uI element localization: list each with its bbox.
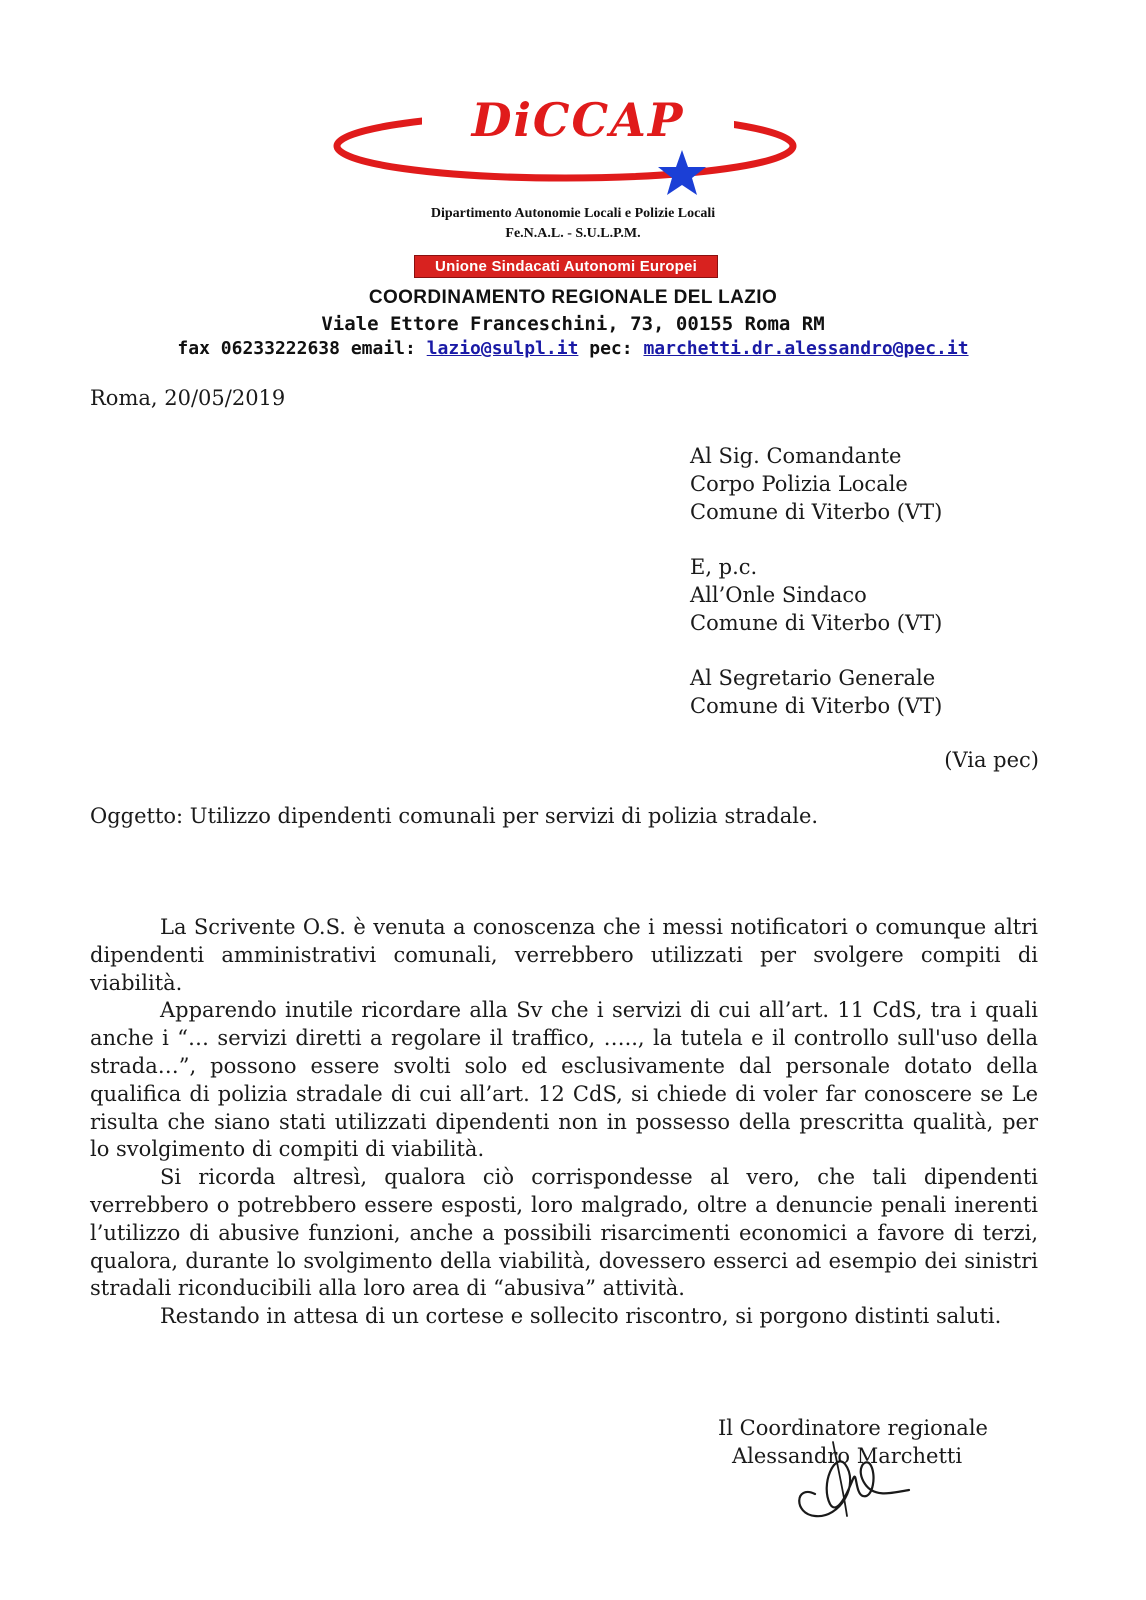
body-paragraph: Apparendo inutile ricordare alla Sv che i servizi di cui all’art. 11 CdS, tra i quali anche i “… servizi diretti a regolare il traffico, ….., la tutela e il controllo sull'uso della strada…”, possono essere svolti solo ed esclusivamente dal personale dotato della qualifica di polizia stradale di cui all’art. 12 CdS, si chiede di voler far conoscere se Le risulta che siano stati utilizzati dipendenti non in possesso della prescritta qualità, per lo svolgimento di compiti di viabilità. [90,998,1038,1162]
letter-body [90,914,1038,1331]
department-line-1: Dipartimento Autonomie Locali e Polizie Locali [430,206,716,221]
body-paragraph: La Scrivente O.S. è venuta a conoscenza che i messi notificatori o comunque altri dipendenti amministrativi comunali, verrebbero utilizzati per svolgere compiti di viabilità. [90,915,1038,995]
pec-label: pec: [589,338,633,359]
letter-date: Roma, 20/05/2019 [90,386,286,410]
star-icon [658,150,706,195]
recipient-block-mayor [690,553,942,637]
letter-subject: Oggetto: Utilizzo dipendenti comunali per servizi di polizia stradale. [90,804,819,828]
body-paragraph: Restando in attesa di un cortese e sollecito riscontro, si porgono distinti saluti. [160,1304,1002,1329]
recipient-line: Al Sig. Comandante [690,444,902,468]
recipient-line: E, p.c. [690,555,758,579]
signatory-role: Il Coordinatore regionale [718,1416,988,1440]
email-link[interactable]: lazio@sulpl.it [426,338,579,359]
handwritten-signature [785,1424,915,1524]
signatory-name: Alessandro Marchetti [732,1444,963,1468]
recipient-line: Comune di Viterbo (VT) [690,500,943,524]
delivery-method: (Via pec) [944,748,1039,772]
union-banner: Unione Sindacati Autonomi Europei [414,255,718,278]
contact-line [0,338,1146,359]
fax-email-label: fax 06233222638 email: [177,338,416,359]
organization-address: Viale Ettore Franceschini, 73, 00155 Roma RM [321,313,825,335]
recipient-line: Al Segretario Generale [690,666,936,690]
recipient-line: Corpo Polizia Locale [690,472,908,496]
pec-link[interactable]: marchetti.dr.alessandro@pec.it [643,338,969,359]
logo-wordmark: DiCCAP [422,94,734,146]
recipient-line: Comune di Viterbo (VT) [690,611,943,635]
recipient-block-commander [690,442,942,526]
organization-title: COORDINAMENTO REGIONALE DEL LAZIO [368,287,778,308]
body-paragraph: Si ricorda altresì, qualora ciò corrispondesse al vero, che tali dipendenti verrebbero o potrebbero essere esposti, loro malgrado, oltre a denuncie penali inerenti l’utilizzo di abusive funzioni, anche a possibili risarcimenti economici a favore di terzi, qualora, durante lo svolgimento della viabilità, dovessero esserci ad esempio dei sinistri stradali riconducibili alla loro area di “abusiva” attività. [90,1165,1038,1301]
diccap-logo [330,88,800,208]
recipient-line: All’Onle Sindaco [690,583,867,607]
department-line-2: Fe.N.A.L. - S.U.L.P.M. [505,226,641,241]
recipient-block-secretary [690,664,942,720]
recipient-line: Comune di Viterbo (VT) [690,694,943,718]
